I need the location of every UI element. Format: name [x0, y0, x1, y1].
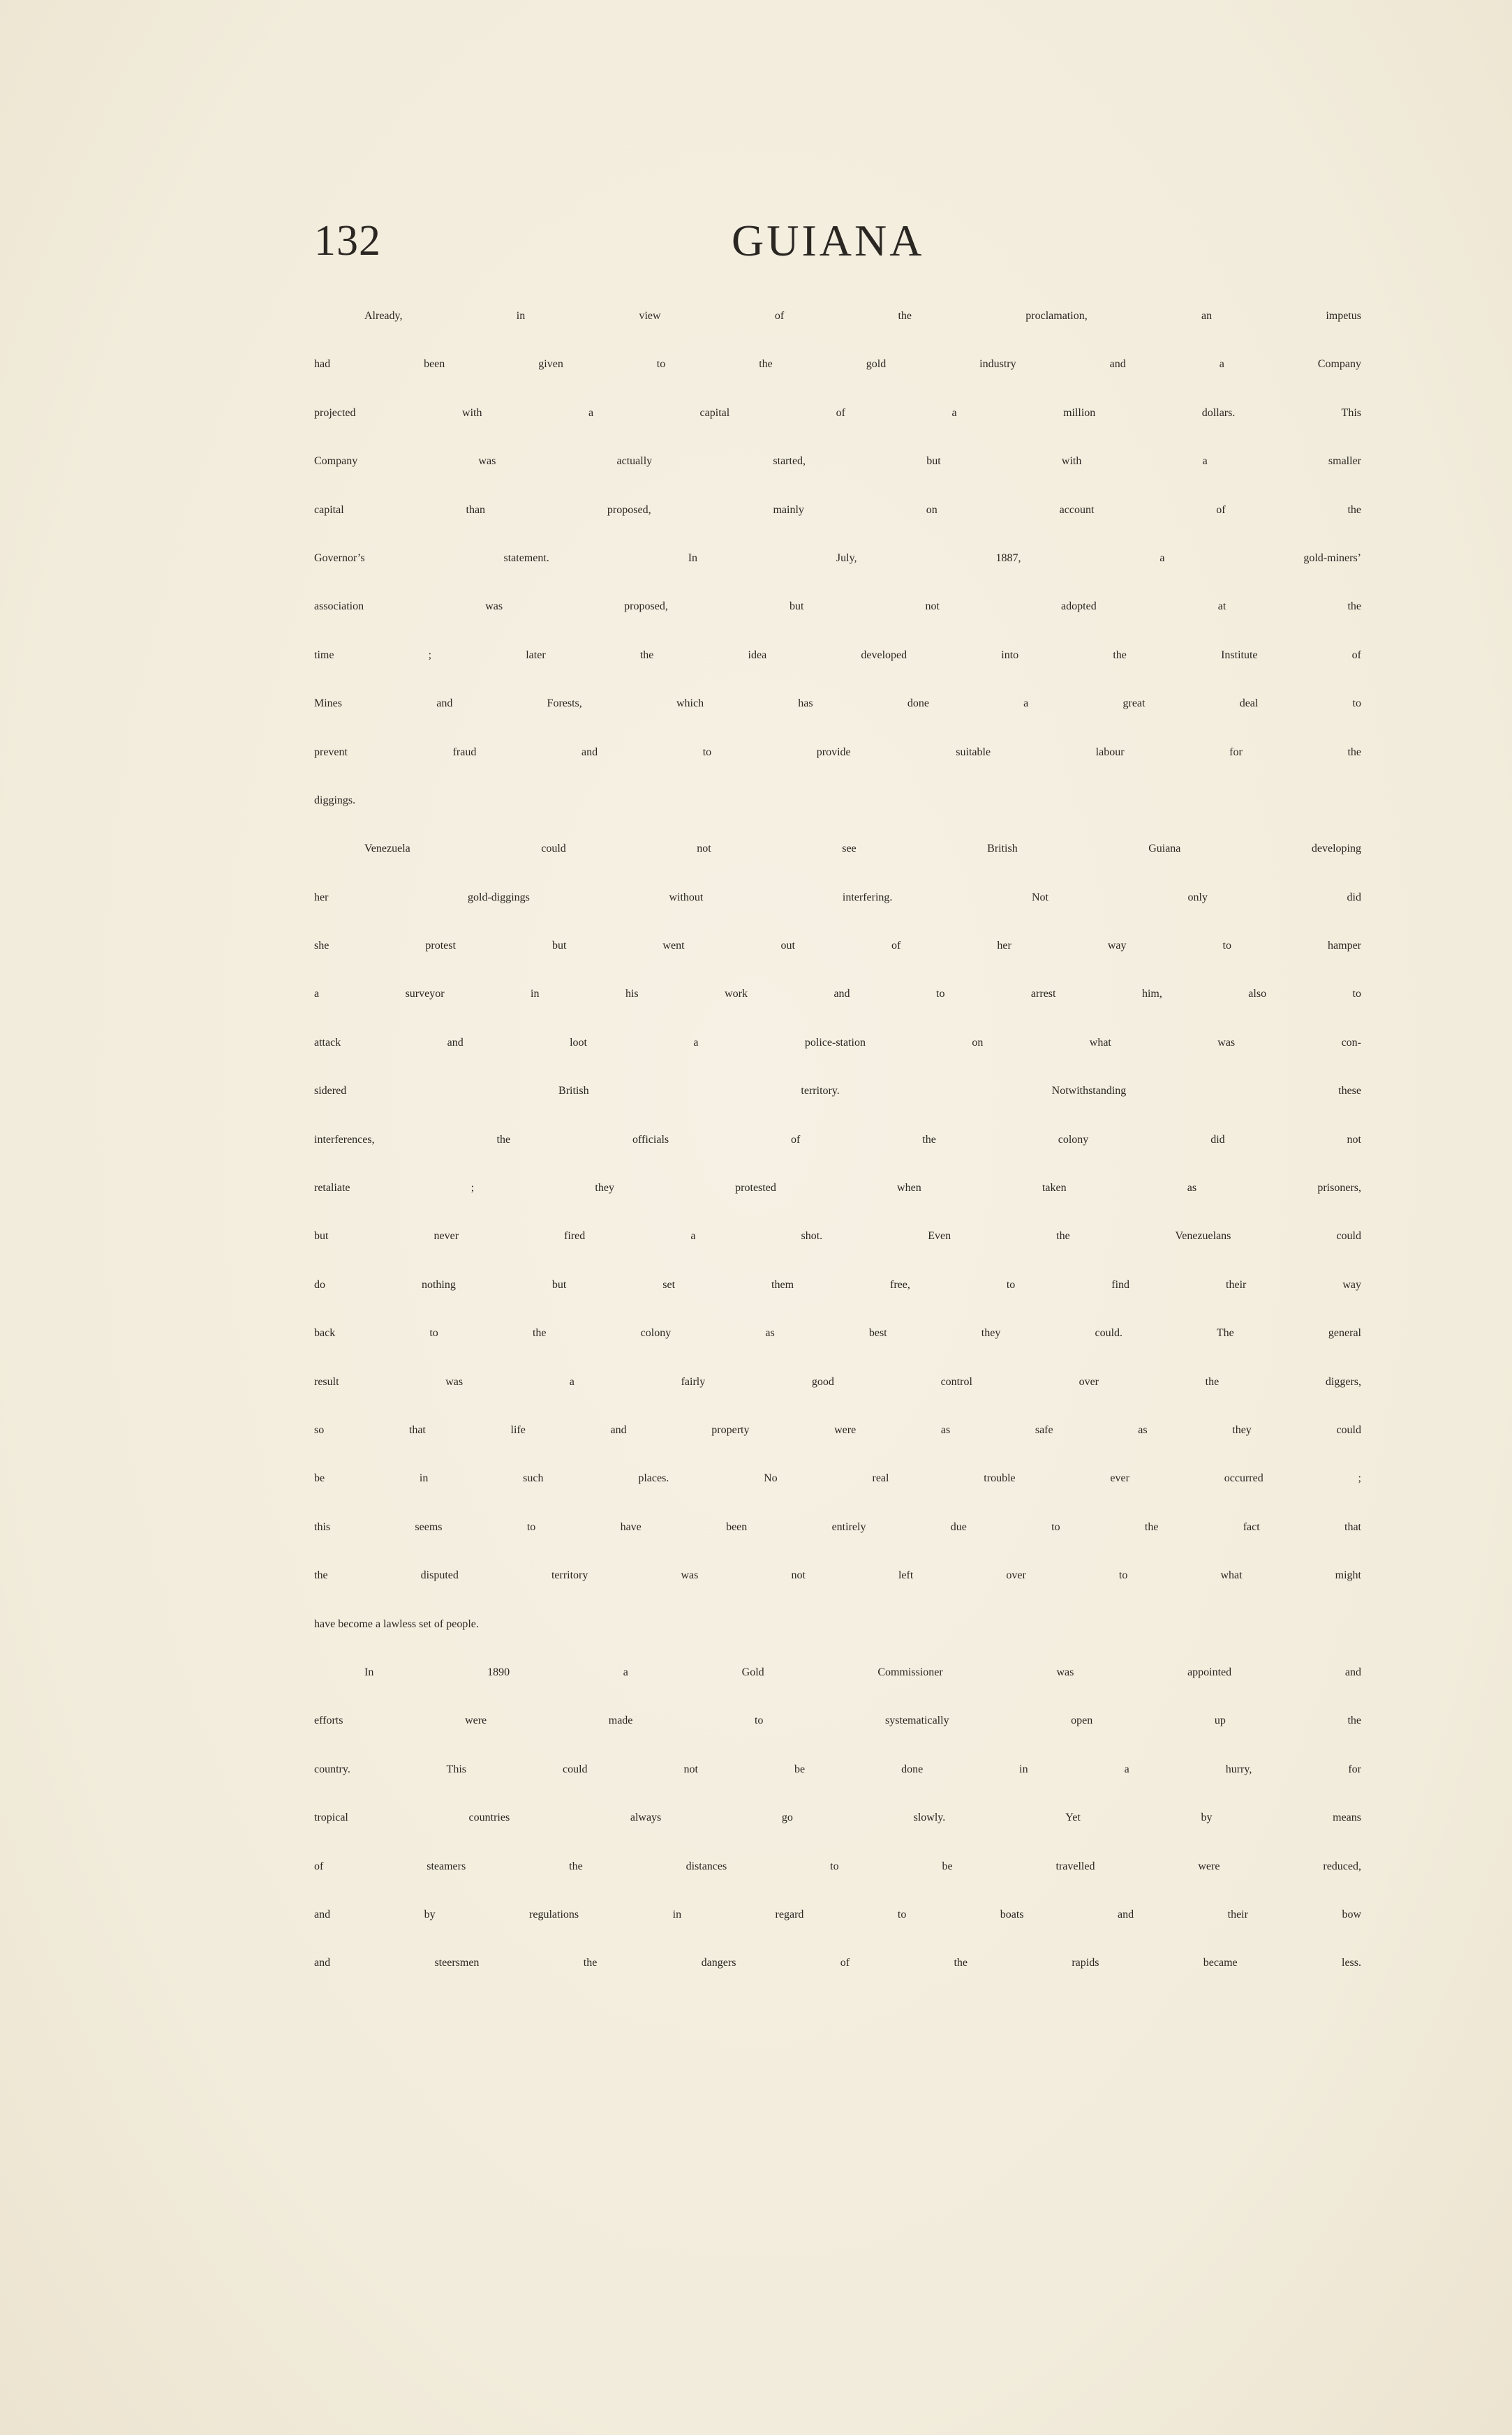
text-line: interferences, the officials of the colony did not: [314, 1133, 1361, 1146]
text-line: efforts were made to systematically open up the: [314, 1715, 1361, 1727]
text-line: so that life and property were as safe as they could: [314, 1423, 1361, 1436]
text-line: and steersmen the dangers of the rapids became less.: [314, 1957, 1361, 1969]
text-line: attack and loot a police-station on what was con-: [314, 1036, 1361, 1049]
text-line: be in such places. No real trouble ever occurred ;: [314, 1472, 1361, 1485]
text-line: of steamers the distances to be travelled were reduced,: [314, 1860, 1361, 1872]
text-line: Governor’s statement. In July, 1887, a gold-miners’: [314, 552, 1361, 564]
page-number: 132: [314, 217, 381, 265]
text-line: this seems to have been entirely due to the fact that: [314, 1520, 1361, 1533]
running-title: GUIANA: [732, 216, 925, 265]
text-line: Venezuela could not see British Guiana developing: [364, 843, 1361, 855]
running-head: [314, 209, 1361, 272]
text-line: and by regulations in regard to boats and their bow: [314, 1908, 1361, 1920]
text-line: sidered British territory. Notwithstanding these: [314, 1085, 1361, 1097]
text-line: a surveyor in his work and to arrest him, also to: [314, 988, 1361, 1000]
paragraph-3: [314, 1666, 1361, 2006]
body-text: [314, 310, 1361, 2006]
text-line: back to the colony as best they could. The general: [314, 1327, 1361, 1340]
text-line: country. This could not be done in a hurry, for: [314, 1763, 1361, 1775]
text-line: In 1890 a Gold Commissioner was appointed and: [364, 1666, 1361, 1678]
text-line: Company was actually started, but with a smaller: [314, 455, 1361, 468]
text-line: Already, in view of the proclamation, an impetus: [364, 310, 1361, 322]
text-line: have become a lawless set of people.: [314, 1618, 479, 1630]
paragraph-2: [314, 843, 1361, 1666]
text-line: tropical countries always go slowly. Yet by means: [314, 1812, 1361, 1824]
text-line: Mines and Forests, which has done a great deal to: [314, 697, 1361, 710]
text-line: diggings.: [314, 794, 356, 806]
text-line: her gold-diggings without interfering. Not only did: [314, 891, 1361, 903]
text-line: do nothing but set them free, to find their way: [314, 1278, 1361, 1291]
text-line: association was proposed, but not adopted at the: [314, 600, 1361, 613]
text-line: projected with a capital of a million dollars. This: [314, 406, 1361, 419]
text-line: but never fired a shot. Even the Venezuelans could: [314, 1230, 1361, 1243]
text-line: the disputed territory was not left over to what might: [314, 1569, 1361, 1582]
text-line: had been given to the gold industry and a Company: [314, 358, 1361, 371]
text-line: result was a fairly good control over the diggers,: [314, 1375, 1361, 1388]
text-line: prevent fraud and to provide suitable labour for the: [314, 746, 1361, 758]
text-line: capital than proposed, mainly on account of the: [314, 503, 1361, 516]
text-line: time ; later the idea developed into the Institute of: [314, 649, 1361, 661]
paragraph-1: [314, 310, 1361, 843]
text-line: retaliate ; they protested when taken as prisoners,: [314, 1182, 1361, 1194]
text-line: she protest but went out of her way to hamper: [314, 940, 1361, 952]
